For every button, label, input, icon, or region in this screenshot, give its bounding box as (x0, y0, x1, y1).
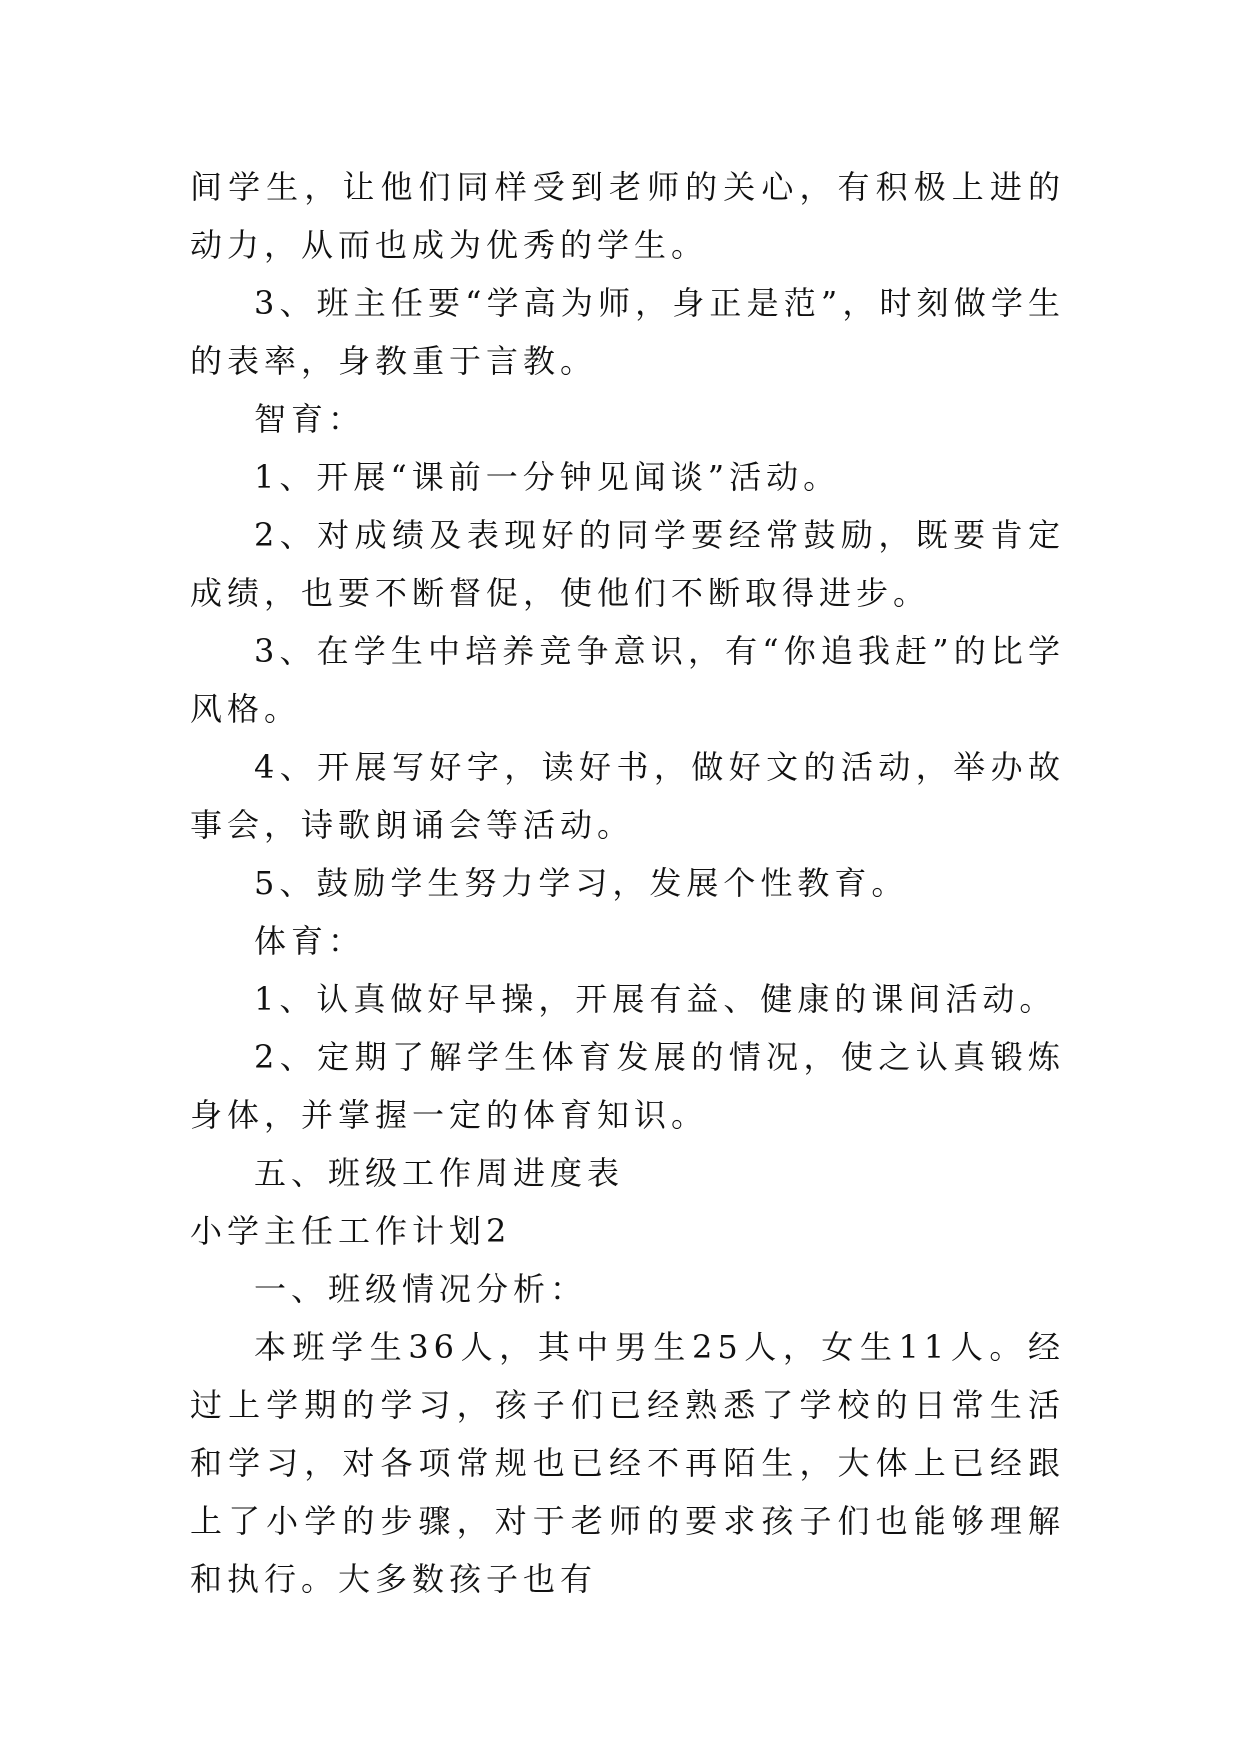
section-heading-intellectual: 智育： (254, 400, 366, 438)
section-heading-weekly-schedule: 五、班级工作周进度表 (254, 1154, 625, 1192)
paragraph-item-1b: 1、认真做好早操，开展有益、健康的课间活动。 (254, 980, 1057, 1018)
paragraph-class-analysis: 本班学生36人，其中男生25人，女生11人。经过上学期的学习，孩子们已经熟悉了学校的日常生活和学习，对各项常规也已经不再陌生，大体上已经跟上了小学的步骤，对于老师的要求孩子们也能够理解和执行。大多数孩子也有 (190, 1328, 1065, 1598)
paragraph-item-2: 2、对成绩及表现好的同学要经常鼓励，既要肯定成绩，也要不断督促，使他们不断取得进步。 (190, 516, 1065, 612)
paragraph-item-5: 5、鼓励学生努力学习，发展个性教育。 (254, 864, 909, 902)
section-heading-class-analysis: 一、班级情况分析： (254, 1270, 588, 1308)
paragraph-continuation: 间学生，让他们同样受到老师的关心，有积极上进的动力，从而也成为优秀的学生。 (190, 168, 1065, 264)
paragraph-item-2b: 2、定期了解学生体育发展的情况，使之认真锻炼身体，并掌握一定的体育知识。 (190, 1038, 1065, 1134)
document-title: 小学主任工作计划2 (190, 1212, 512, 1250)
document-body (190, 158, 1065, 1608)
paragraph-item-1: 1、开展“课前一分钟见闻谈”活动。 (254, 458, 841, 496)
paragraph-item-3: 3、班主任要“学高为师，身正是范”，时刻做学生的表率，身教重于言教。 (190, 284, 1065, 380)
paragraph-item-3b: 3、在学生中培养竞争意识，有“你追我赶”的比学风格。 (190, 632, 1065, 728)
section-heading-physical: 体育： (254, 922, 366, 960)
paragraph-item-4: 4、开展写好字，读好书，做好文的活动，举办故事会，诗歌朗诵会等活动。 (190, 748, 1065, 844)
